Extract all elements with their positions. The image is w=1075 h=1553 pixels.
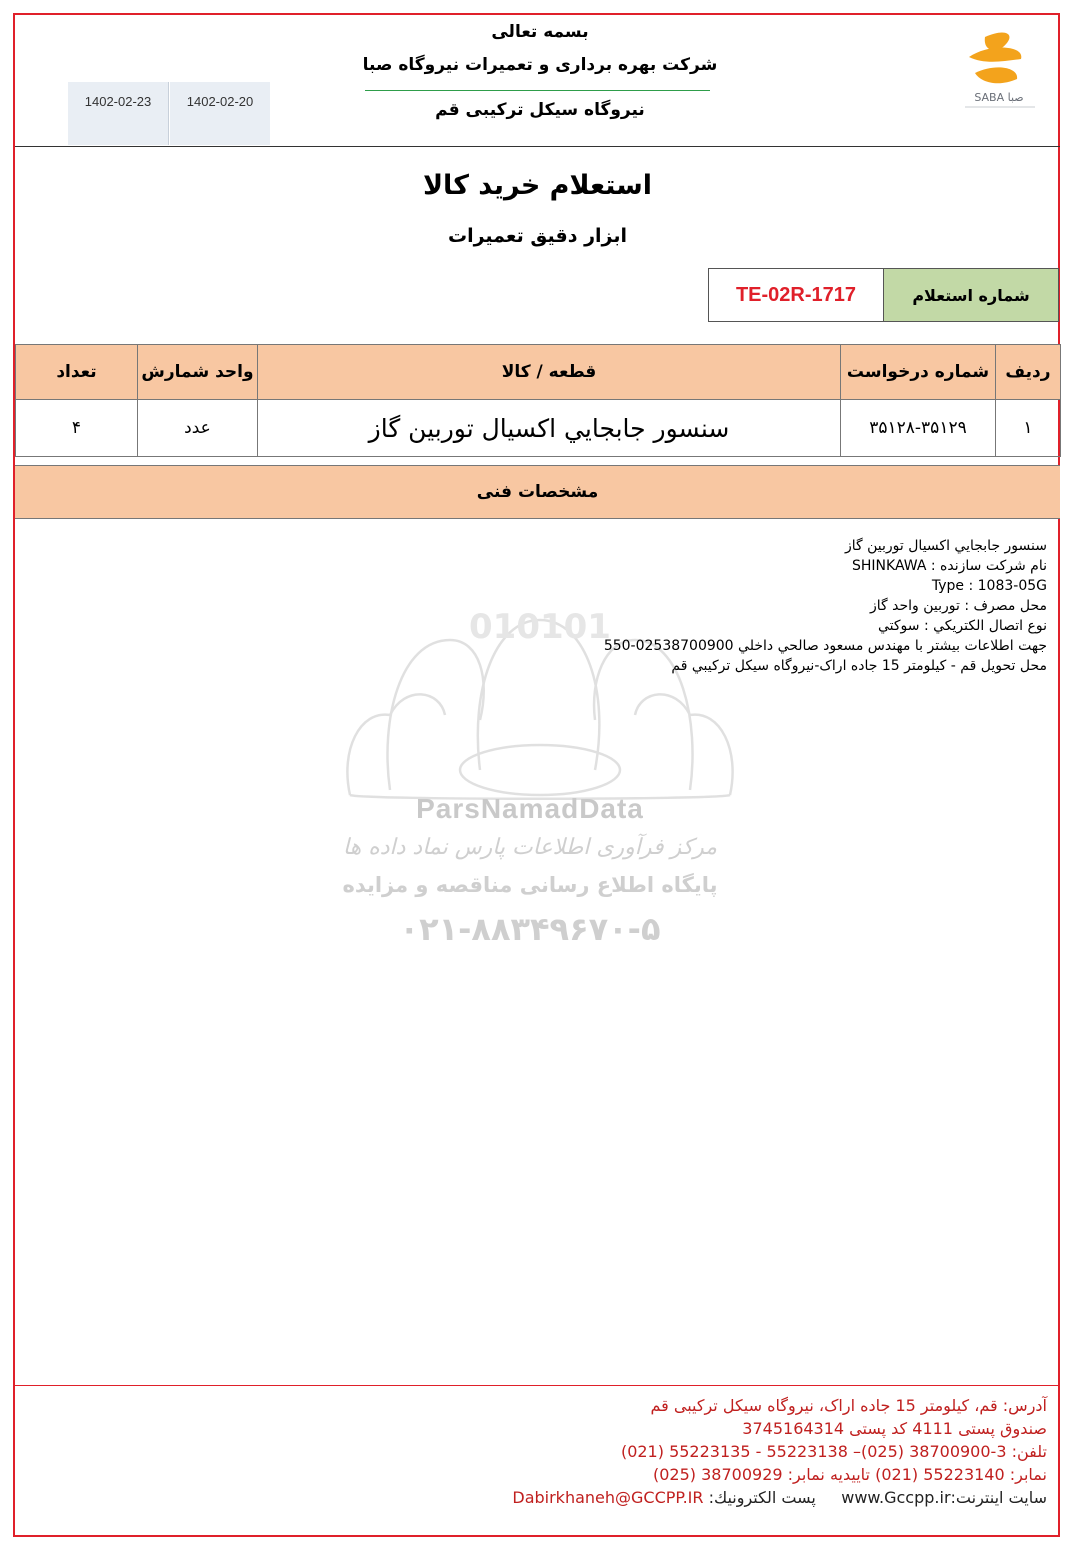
email-label: پست الکترونیك:	[708, 1488, 816, 1507]
spec-line: نام شرکت سازنده : SHINKAWA	[852, 558, 1047, 574]
cell-request-number: ۳۵۱۲۸-۳۵۱۲۹	[841, 400, 996, 457]
header-divider	[365, 90, 710, 91]
cell-row-number: ۱	[996, 400, 1061, 457]
spec-line: Type : 1083-05G	[931, 578, 1047, 594]
specs-body	[347, 536, 1047, 676]
header-row-number: ردیف	[996, 345, 1061, 400]
watermark-brand: ParsNamadData	[416, 793, 644, 824]
date-start: 1402-02-20	[170, 82, 270, 145]
plant-name: نیروگاه سیکل ترکیبی قم	[435, 100, 645, 120]
document-subtitle: ابزار دقیق تعمیرات	[448, 225, 627, 247]
inquiry-number-box	[708, 268, 1059, 322]
table-header-row	[16, 345, 1061, 400]
spec-line: محل مصرف : توربين واحد گاز	[870, 598, 1047, 614]
watermark-digits: 010101	[469, 607, 611, 647]
cell-item-name: سنسور جابجايي اکسيال توربين گاز	[258, 400, 841, 457]
items-table	[15, 344, 1061, 457]
header-unit: واحد شمارش	[138, 345, 258, 400]
company-name: شرکت بهره برداری و تعمیرات نیروگاه صبا	[362, 55, 718, 75]
spec-line: جهت اطلاعات بيشتر با مهندس مسعود صالحي داخلي 02538700900-550	[603, 638, 1047, 654]
saba-logo-icon	[955, 25, 1045, 115]
watermark-line1: مرکز فرآوری اطلاعات پارس نماد داده ها	[342, 835, 718, 860]
cell-unit: عدد	[138, 400, 258, 457]
cell-quantity: ۴	[16, 400, 138, 457]
header-quantity: تعداد	[16, 345, 138, 400]
footer-web-email	[247, 1486, 1047, 1509]
watermark-line2: پایگاه اطلاع رسانی مناقصه و مزایده	[342, 873, 718, 897]
footer-divider	[15, 1385, 1060, 1386]
date-end: 1402-02-23	[68, 82, 168, 145]
inquiry-number-label: شماره استعلام	[883, 269, 1058, 321]
footer-phone: تلفن: 3-38700900 (025)– 55223138 - 55223135 (021)	[620, 1442, 1047, 1461]
footer-contact	[247, 1394, 1047, 1509]
header-request-number: شماره درخواست	[841, 345, 996, 400]
email-link[interactable]: Dabirkhaneh@GCCPP.IR	[512, 1488, 704, 1507]
svg-text:SABA صبا: SABA صبا	[974, 91, 1024, 104]
inquiry-number-value: TE-02R-1717	[735, 283, 857, 306]
header-bottom-rule	[15, 146, 1060, 147]
footer-address: آدرس: قم، کیلومتر 15 جاده اراک، نیروگاه سیکل ترکیبی قم	[650, 1396, 1047, 1415]
basmala: بسمه تعالی	[491, 22, 589, 42]
spec-line: سنسور جابجايي اکسيال توربين گاز	[845, 538, 1047, 554]
website-label: سایت اینترنت:	[950, 1488, 1047, 1507]
document-title: استعلام خرید کالا	[422, 170, 653, 201]
spec-line: نوع اتصال الکتريکي : سوکتي	[877, 618, 1047, 634]
specs-header: مشخصات فنی	[15, 465, 1060, 519]
footer-fax: نمابر: 55223140 (021) تاییدیه نمابر: 38700929 (025)	[652, 1465, 1047, 1484]
watermark-phone: ۰۲۱-۸۸۳۴۹۶۷۰-۵	[399, 910, 661, 948]
table-row	[16, 400, 1061, 457]
header-item: قطعه / کالا	[258, 345, 841, 400]
website-link[interactable]: www.Gccpp.ir	[841, 1488, 951, 1507]
spec-line: محل تحويل قم - کيلومتر 15 جاده اراک-نيروگاه سيکل ترکيبي قم	[671, 658, 1047, 674]
date-divider	[168, 82, 169, 145]
footer-po-box: صندوق پستی 4111 کد پستی 3745164314	[742, 1419, 1047, 1438]
